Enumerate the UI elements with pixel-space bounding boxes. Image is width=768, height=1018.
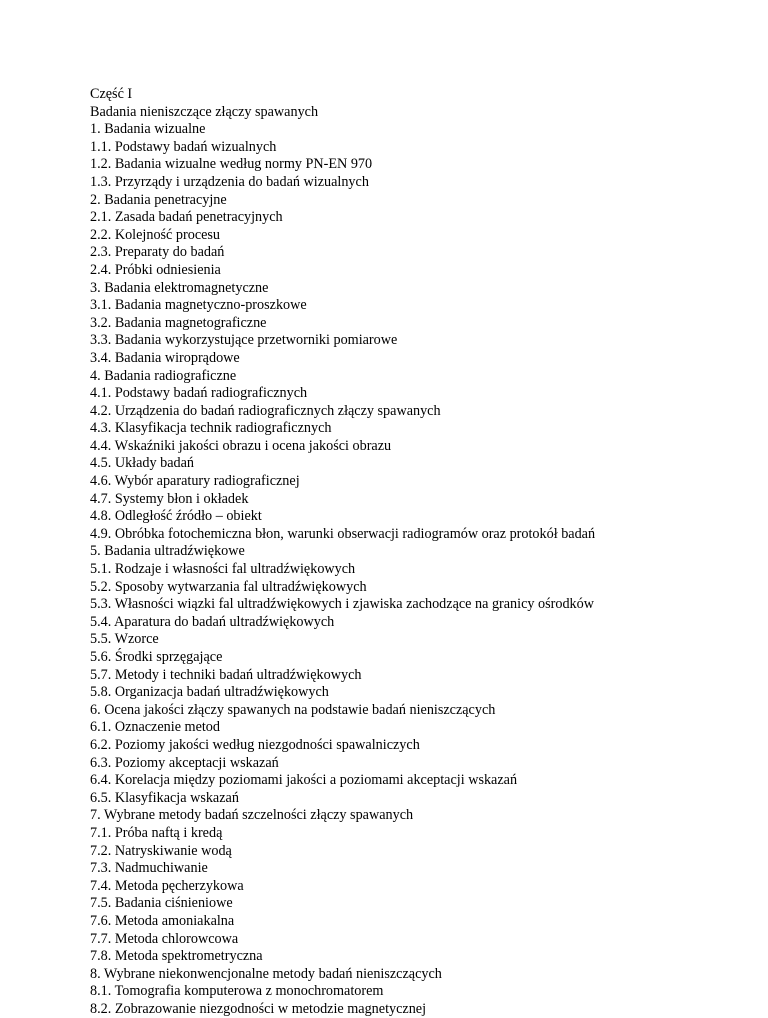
section-6-4: 6.4. Korelacja między poziomami jakości a poziomami akceptacji wskazań	[90, 772, 518, 789]
chapter-5-heading: 5. Badania ultradźwiękowe	[90, 543, 245, 560]
section-1-1: 1.1. Podstawy badań wizualnych	[90, 138, 277, 155]
section-3-3: 3.3. Badania wykorzystujące przetworniki pomiarowe	[90, 332, 398, 349]
part-title: Część I	[90, 86, 133, 102]
section-7-6: 7.6. Metoda amoniakalna	[90, 912, 235, 929]
chapter-1-heading: 1. Badania wizualne	[90, 121, 206, 138]
section-5-1: 5.1. Rodzaje i własności fal ultradźwiękowych	[90, 561, 356, 578]
section-3-2: 3.2. Badania magnetograficzne	[90, 314, 267, 331]
chapter-3-heading: 3. Badania elektromagnetyczne	[90, 279, 269, 296]
section-5-4: 5.4. Aparatura do badań ultradźwiękowych	[90, 613, 335, 630]
section-5-3: 5.3. Własności wiązki fal ultradźwiękowych i zjawiska zachodzące na granicy ośrodków	[90, 596, 594, 613]
section-6-2: 6.2. Poziomy jakości według niezgodności spawalniczych	[90, 736, 420, 753]
section-5-2: 5.2. Sposoby wytwarzania fal ultradźwiękowych	[90, 578, 367, 595]
section-4-2: 4.2. Urządzenia do badań radiograficznych złączy spawanych	[90, 402, 441, 419]
section-7-1: 7.1. Próba naftą i kredą	[90, 824, 223, 841]
section-4-5: 4.5. Układy badań	[90, 455, 195, 472]
section-7-8: 7.8. Metoda spektrometryczna	[90, 948, 263, 965]
section-7-5: 7.5. Badania ciśnieniowe	[90, 895, 233, 912]
section-2-4: 2.4. Próbki odniesienia	[90, 261, 221, 278]
section-7-2: 7.2. Natryskiwanie wodą	[90, 842, 232, 859]
chapter-4-heading: 4. Badania radiograficzne	[90, 367, 237, 384]
chapter-6-heading: 6. Ocena jakości złączy spawanych na podstawie badań nieniszczących	[90, 701, 496, 718]
section-2-3: 2.3. Preparaty do badań	[90, 244, 225, 261]
section-5-8: 5.8. Organizacja badań ultradźwiękowych	[90, 684, 329, 701]
section-4-1: 4.1. Podstawy badań radiograficznych	[90, 385, 308, 402]
section-6-1: 6.1. Oznaczenie metod	[90, 719, 220, 736]
section-4-7: 4.7. Systemy błon i okładek	[90, 490, 249, 507]
chapter-7-heading: 7. Wybrane metody badań szczelności złączy spawanych	[90, 807, 414, 824]
section-1-3: 1.3. Przyrządy i urządzenia do badań wizualnych	[90, 173, 369, 190]
section-5-6: 5.6. Środki sprzęgające	[90, 649, 223, 665]
section-3-1: 3.1. Badania magnetyczno-proszkowe	[90, 297, 307, 314]
section-3-4: 3.4. Badania wiroprądowe	[90, 349, 240, 366]
section-4-8: 4.8. Odległość źródło – obiekt	[90, 508, 262, 525]
chapter-2-heading: 2. Badania penetracyjne	[90, 191, 227, 208]
section-8-2: 8.2. Zobrazowanie niezgodności w metodzie magnetycznej	[90, 1000, 427, 1017]
section-2-1: 2.1. Zasada badań penetracyjnych	[90, 209, 283, 226]
section-7-7: 7.7. Metoda chlorowcowa	[90, 930, 239, 947]
section-5-5: 5.5. Wzorce	[90, 631, 159, 648]
chapter-8-heading: 8. Wybrane niekonwencjonalne metody badań nieniszczących	[90, 965, 442, 982]
section-6-3: 6.3. Poziomy akceptacji wskazań	[90, 754, 279, 771]
part-subtitle: Badania nieniszczące złączy spawanych	[90, 103, 319, 120]
section-7-4: 7.4. Metoda pęcherzykowa	[90, 877, 244, 894]
section-8-1: 8.1. Tomografia komputerowa z monochromatorem	[90, 983, 384, 1000]
section-4-6: 4.6. Wybór aparatury radiograficznej	[90, 473, 300, 490]
section-4-9: 4.9. Obróbka fotochemiczna błon, warunki obserwacji radiogramów oraz protokół badań	[90, 525, 596, 542]
section-1-2: 1.2. Badania wizualne według normy PN-EN 970	[90, 156, 373, 173]
section-4-4: 4.4. Wskaźniki jakości obrazu i ocena jakości obrazu	[90, 437, 392, 454]
table-of-contents	[90, 86, 750, 1018]
section-5-7: 5.7. Metody i techniki badań ultradźwiękowych	[90, 666, 362, 683]
section-7-3: 7.3. Nadmuchiwanie	[90, 860, 208, 877]
section-2-2: 2.2. Kolejność procesu	[90, 226, 221, 243]
section-6-5: 6.5. Klasyfikacja wskazań	[90, 789, 239, 806]
section-4-3: 4.3. Klasyfikacja technik radiograficznych	[90, 420, 332, 437]
